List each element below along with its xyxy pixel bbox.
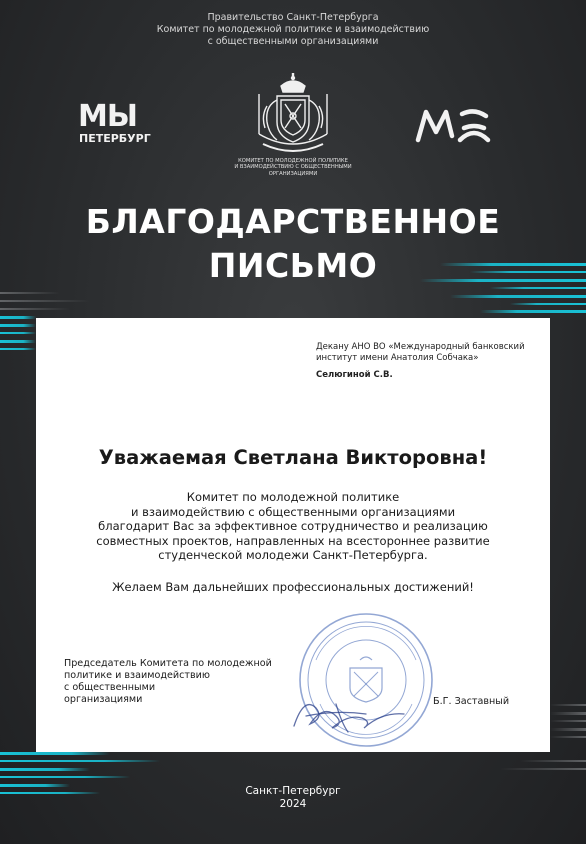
footer-year: 2024 <box>279 798 307 810</box>
header-line-2: Комитет по молодежной политике и взаимодействию <box>156 24 430 35</box>
signer-name: Б.Г. Заставный <box>433 696 510 707</box>
title-line-2: ПИСЬМО <box>208 246 378 285</box>
title-line-1: БЛАГОДАРСТВЕННОЕ <box>85 202 501 241</box>
recipient-line-1: Декану АНО ВО «Международный банковский <box>316 342 525 352</box>
recipient-line-2: институт имени Анатолия Собчака» <box>316 353 479 363</box>
letter-card <box>36 318 550 752</box>
signer-title-line-1: Председатель Комитета по молодежной <box>64 658 272 669</box>
salutation: Уважаемая Светлана Викторовна! <box>98 446 488 469</box>
header-line-1: Правительство Санкт-Петербурга <box>207 12 379 23</box>
body-line-3: благодарит Вас за эффективное сотрудничество и реализацию <box>98 519 488 534</box>
header-line-3: с общественными организациями <box>207 36 379 47</box>
recipient-name: Селюгиной С.В. <box>316 370 393 380</box>
signer-title-line-3: с общественными <box>64 682 156 693</box>
signer-title-line-2: политике и взаимодействию <box>64 670 210 681</box>
emblem-caption <box>230 158 356 177</box>
coat-of-arms-icon <box>253 72 333 160</box>
emblem-caption-line-1: КОМИТЕТ ПО МОЛОДЕЖНОЙ ПОЛИТИКЕ <box>238 158 348 164</box>
body-line-4: совместных проектов, направленных на всестороннее развитие <box>96 533 490 548</box>
emblem-caption-line-2: И ВЗАИМОДЕЙСТВИЮ С ОБЩЕСТВЕННЫМИ <box>234 164 352 171</box>
document-title <box>0 200 586 288</box>
body-line-5: студенческой молодежи Санкт-Петербурга. <box>158 548 428 563</box>
mp-stylized-logo-icon <box>414 106 494 144</box>
signer-title-line-4: организациями <box>64 694 143 705</box>
footer <box>0 785 586 811</box>
signer-title <box>64 658 304 706</box>
my-peterburg-logo <box>78 99 158 149</box>
letter-body <box>36 490 550 563</box>
recipient-block <box>316 342 541 364</box>
wish-line: Желаем Вам дальнейших профессиональных достижений! <box>112 580 474 594</box>
emblem-caption-line-3: ОРГАНИЗАЦИЯМИ <box>268 170 318 177</box>
footer-city: Санкт-Петербург <box>245 785 341 797</box>
logo-left-big-text: МЫ <box>78 99 137 134</box>
logo-left-small-text: ПЕТЕРБУРГ <box>79 132 151 145</box>
issuer-header <box>0 12 586 48</box>
body-line-1: Комитет по молодежной политике <box>186 490 400 504</box>
body-line-2: и взаимодействию с общественными организациями <box>130 504 456 519</box>
